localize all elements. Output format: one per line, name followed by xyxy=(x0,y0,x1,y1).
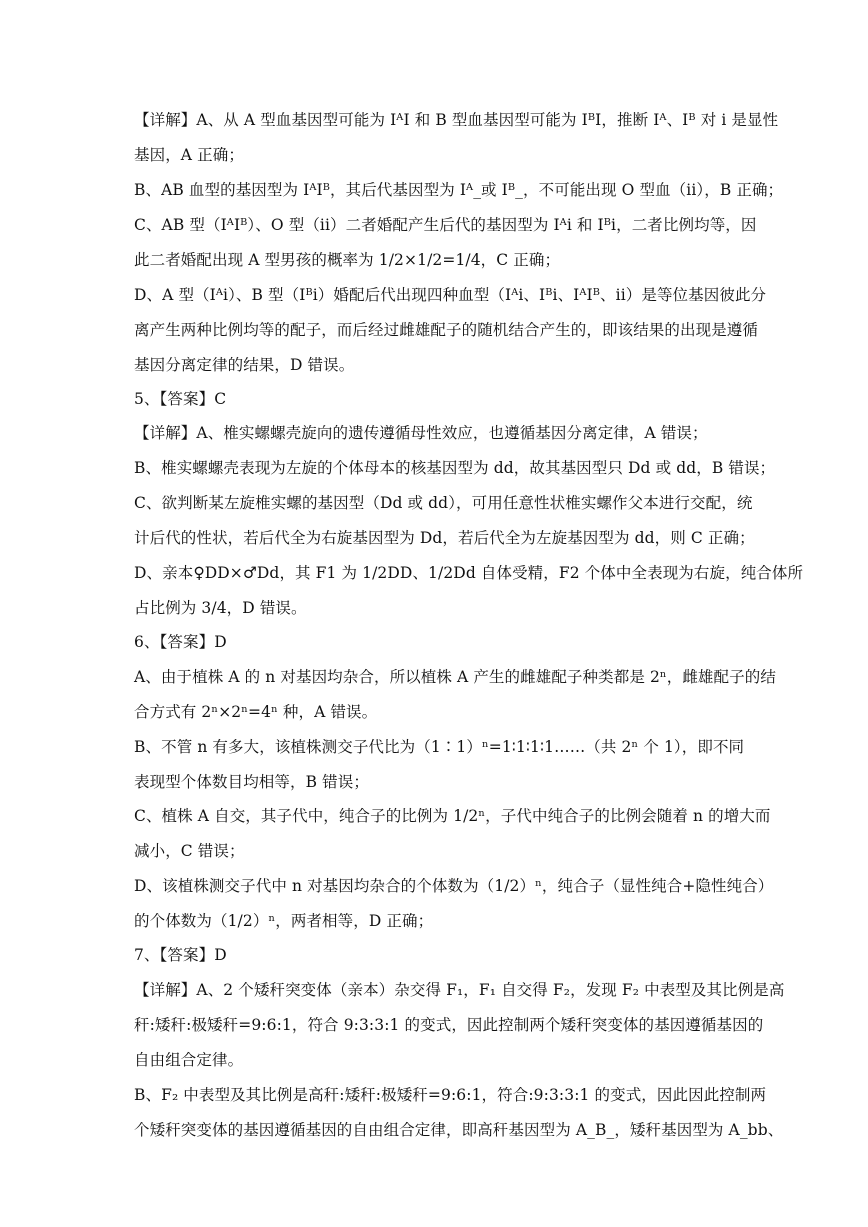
text-line: 【详解】A、椎实螺螺壳旋向的遗传遵循母性效应，也遵循基因分离定律，A 错误； xyxy=(134,424,708,442)
text-line: 计后代的性状，若后代全为右旋基因型为 Dd，若后代全为左旋基因型为 dd，则 C 正确； xyxy=(134,529,755,547)
text-line: 基因，A 正确； xyxy=(134,146,244,164)
answer-heading: 6、【答案】D xyxy=(134,633,227,651)
text-line: 【详解】A、从 A 型血基因型可能为 IᴬI 和 B 型血基因型可能为 IᴮI，推断 Iᴬ、Iᴮ 对 i 是显性 xyxy=(134,111,779,129)
text-line: 合方式有 2ⁿ×2ⁿ=4ⁿ 种，A 错误。 xyxy=(134,703,378,721)
text-line: C、AB 型（IᴬIᴮ）、O 型（ii）二者婚配产生后代的基因型为 Iᴬi 和 Iᴮi，二者比例均等，因 xyxy=(134,216,757,234)
text-line: 【详解】A、2 个矮秆突变体（亲本）杂交得 F₁，F₁ 自交得 F₂，发现 F₂ 中表型及其比例是高 xyxy=(134,981,785,999)
text-line: 基因分离定律的结果，D 错误。 xyxy=(134,356,355,374)
text-line: B、椎实螺螺壳表现为左旋的个体母本的核基因型为 dd，故其基因型只 Dd 或 dd，B 错误； xyxy=(134,459,776,477)
text-line: 的个体数为（1/2）ⁿ，两者相等，D 正确； xyxy=(134,912,434,930)
text-line: D、该植株测交子代中 n 对基因均杂合的个体数为（1/2）ⁿ，纯合子（显性纯合+隐性纯合） xyxy=(134,877,774,895)
text-line: 减小，C 错误； xyxy=(134,842,245,860)
text-line: D、A 型（Iᴬi）、B 型（Iᴮi）婚配后代出现四种血型（Iᴬi、Iᴮi、IᴬIᴮ、ii）是等位基因彼此分 xyxy=(134,286,767,304)
text-line: 表现型个体数目均相等，B 错误； xyxy=(134,773,369,791)
text-line: A、由于植株 A 的 n 对基因均杂合，所以植株 A 产生的雌雄配子种类都是 2ⁿ，雌雄配子的结 xyxy=(134,668,776,686)
text-line: C、欲判断某左旋椎实螺的基因型（Dd 或 dd），可用任意性状椎实螺作父本进行交配，统 xyxy=(134,494,753,512)
answer-heading: 7、【答案】D xyxy=(134,946,227,964)
text-line: B、F₂ 中表型及其比例是高秆:矮秆:极矮秆=9:6:1，符合:9:3:3:1 的变式，因此因此控制两 xyxy=(134,1086,767,1104)
text-line: C、植株 A 自交，其子代中，纯合子的比例为 1/2ⁿ，子代中纯合子的比例会随着 n 的增大而 xyxy=(134,807,771,825)
text-line: 离产生两种比例均等的配子，而后经过雌雄配子的随机结合产生的，即该结果的出现是遵循 xyxy=(134,321,759,339)
text-line: 占比例为 3/4，D 错误。 xyxy=(134,599,307,617)
text-line: 个矮秆突变体的基因遵循基因的自由组合定律，即高秆基因型为 A_B_，矮秆基因型为 A_bb、 xyxy=(134,1121,784,1139)
text-line: 秆:矮秆:极矮秆=9:6:1，符合 9:3:3:1 的变式，因此控制两个矮秆突变体的基因遵循基因的 xyxy=(134,1016,764,1034)
text-line: B、AB 血型的基因型为 IᴬIᴮ，其后代基因型为 Iᴬ_或 Iᴮ_，不可能出现 O 型血（ii），B 正确； xyxy=(134,181,784,199)
text-line: D、亲本♀DD×♂Dd，其 F1 为 1/2DD、1/2Dd 自体受精，F2 个体中全表现为右旋，纯合体所 xyxy=(134,564,804,582)
text-line: 此二者婚配出现 A 型男孩的概率为 1/2×1/2=1/4，C 正确； xyxy=(134,251,561,269)
answer-heading: 5、【答案】C xyxy=(134,390,227,408)
text-line: B、不管 n 有多大，该植株测交子代比为（1∶1）ⁿ=1∶1∶1∶1……（共 2ⁿ 个 1），即不同 xyxy=(134,738,745,756)
text-line: 自由组合定律。 xyxy=(134,1051,244,1069)
